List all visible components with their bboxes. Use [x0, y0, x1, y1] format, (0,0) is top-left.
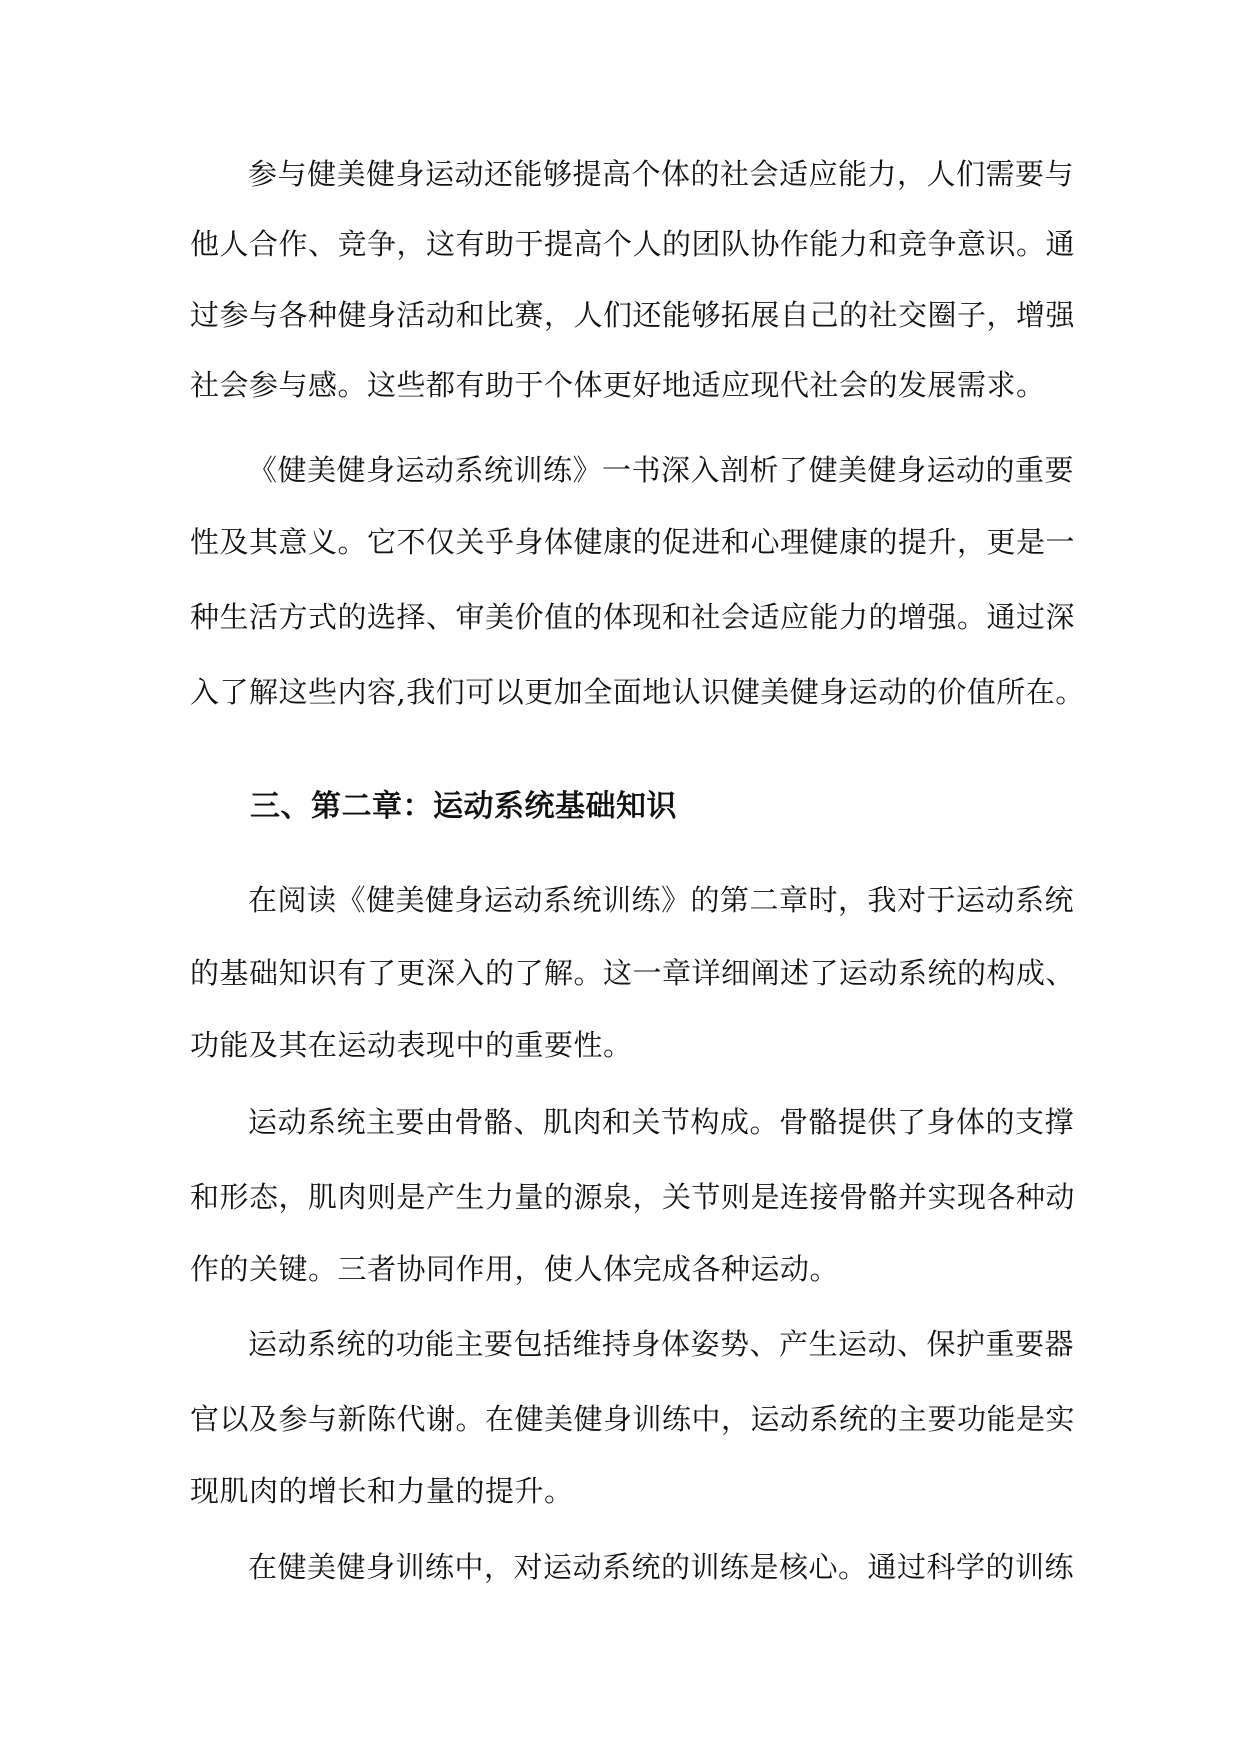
- paragraph-2-line-2: 性及其意义。它不仅关乎身体健康的促进和心理健康的提升，更是一: [190, 525, 1076, 559]
- paragraph-3-line-3: 功能及其在运动表现中的重要性。: [190, 1028, 633, 1062]
- section-heading: 三、第二章：运动系统基础知识: [250, 789, 677, 824]
- paragraph-2-line-1: 《健美健身运动系统训练》一书深入剖析了健美健身运动的重要: [248, 453, 1075, 487]
- paragraph-1-line-2: 他人合作、竞争，这有助于提高个人的团队协作能力和竞争意识。通: [190, 227, 1076, 261]
- paragraph-1-line-1: 参与健美健身运动还能够提高个体的社会适应能力，人们需要与: [248, 157, 1075, 191]
- paragraph-1-line-3: 过参与各种健身活动和比赛，人们还能够拓展自己的社交圈子，增强: [190, 298, 1076, 332]
- paragraph-4-line-3: 作的关键。三者协同作用，使人体完成各种运动。: [190, 1252, 840, 1286]
- paragraph-4-line-1: 运动系统主要由骨骼、肌肉和关节构成。骨骼提供了身体的支撑: [248, 1105, 1075, 1139]
- paragraph-1-line-4: 社会参与感。这些都有助于个体更好地适应现代社会的发展需求。: [190, 368, 1046, 402]
- paragraph-5-line-2: 官以及参与新陈代谢。在健美健身训练中，运动系统的主要功能是实: [190, 1402, 1076, 1436]
- paragraph-5-line-3: 现肌肉的增长和力量的提升。: [190, 1474, 574, 1508]
- paragraph-2-line-4: 入了解这些内容,我们可以更加全面地认识健美健身运动的价值所在。: [190, 675, 1085, 709]
- paragraph-6-line-1: 在健美健身训练中，对运动系统的训练是核心。通过科学的训练: [248, 1550, 1075, 1584]
- paragraph-2-line-3: 种生活方式的选择、审美价值的体现和社会适应能力的增强。通过深: [190, 600, 1076, 634]
- paragraph-5-line-1: 运动系统的功能主要包括维持身体姿势、产生运动、保护重要器: [248, 1327, 1075, 1361]
- paragraph-3-line-2: 的基础知识有了更深入的了解。这一章详细阐述了运动系统的构成、: [190, 956, 1076, 990]
- paragraph-3-line-1: 在阅读《健美健身运动系统训练》的第二章时，我对于运动系统: [248, 883, 1075, 917]
- paragraph-4-line-2: 和形态，肌肉则是产生力量的源泉，关节则是连接骨骼并实现各种动: [190, 1180, 1076, 1214]
